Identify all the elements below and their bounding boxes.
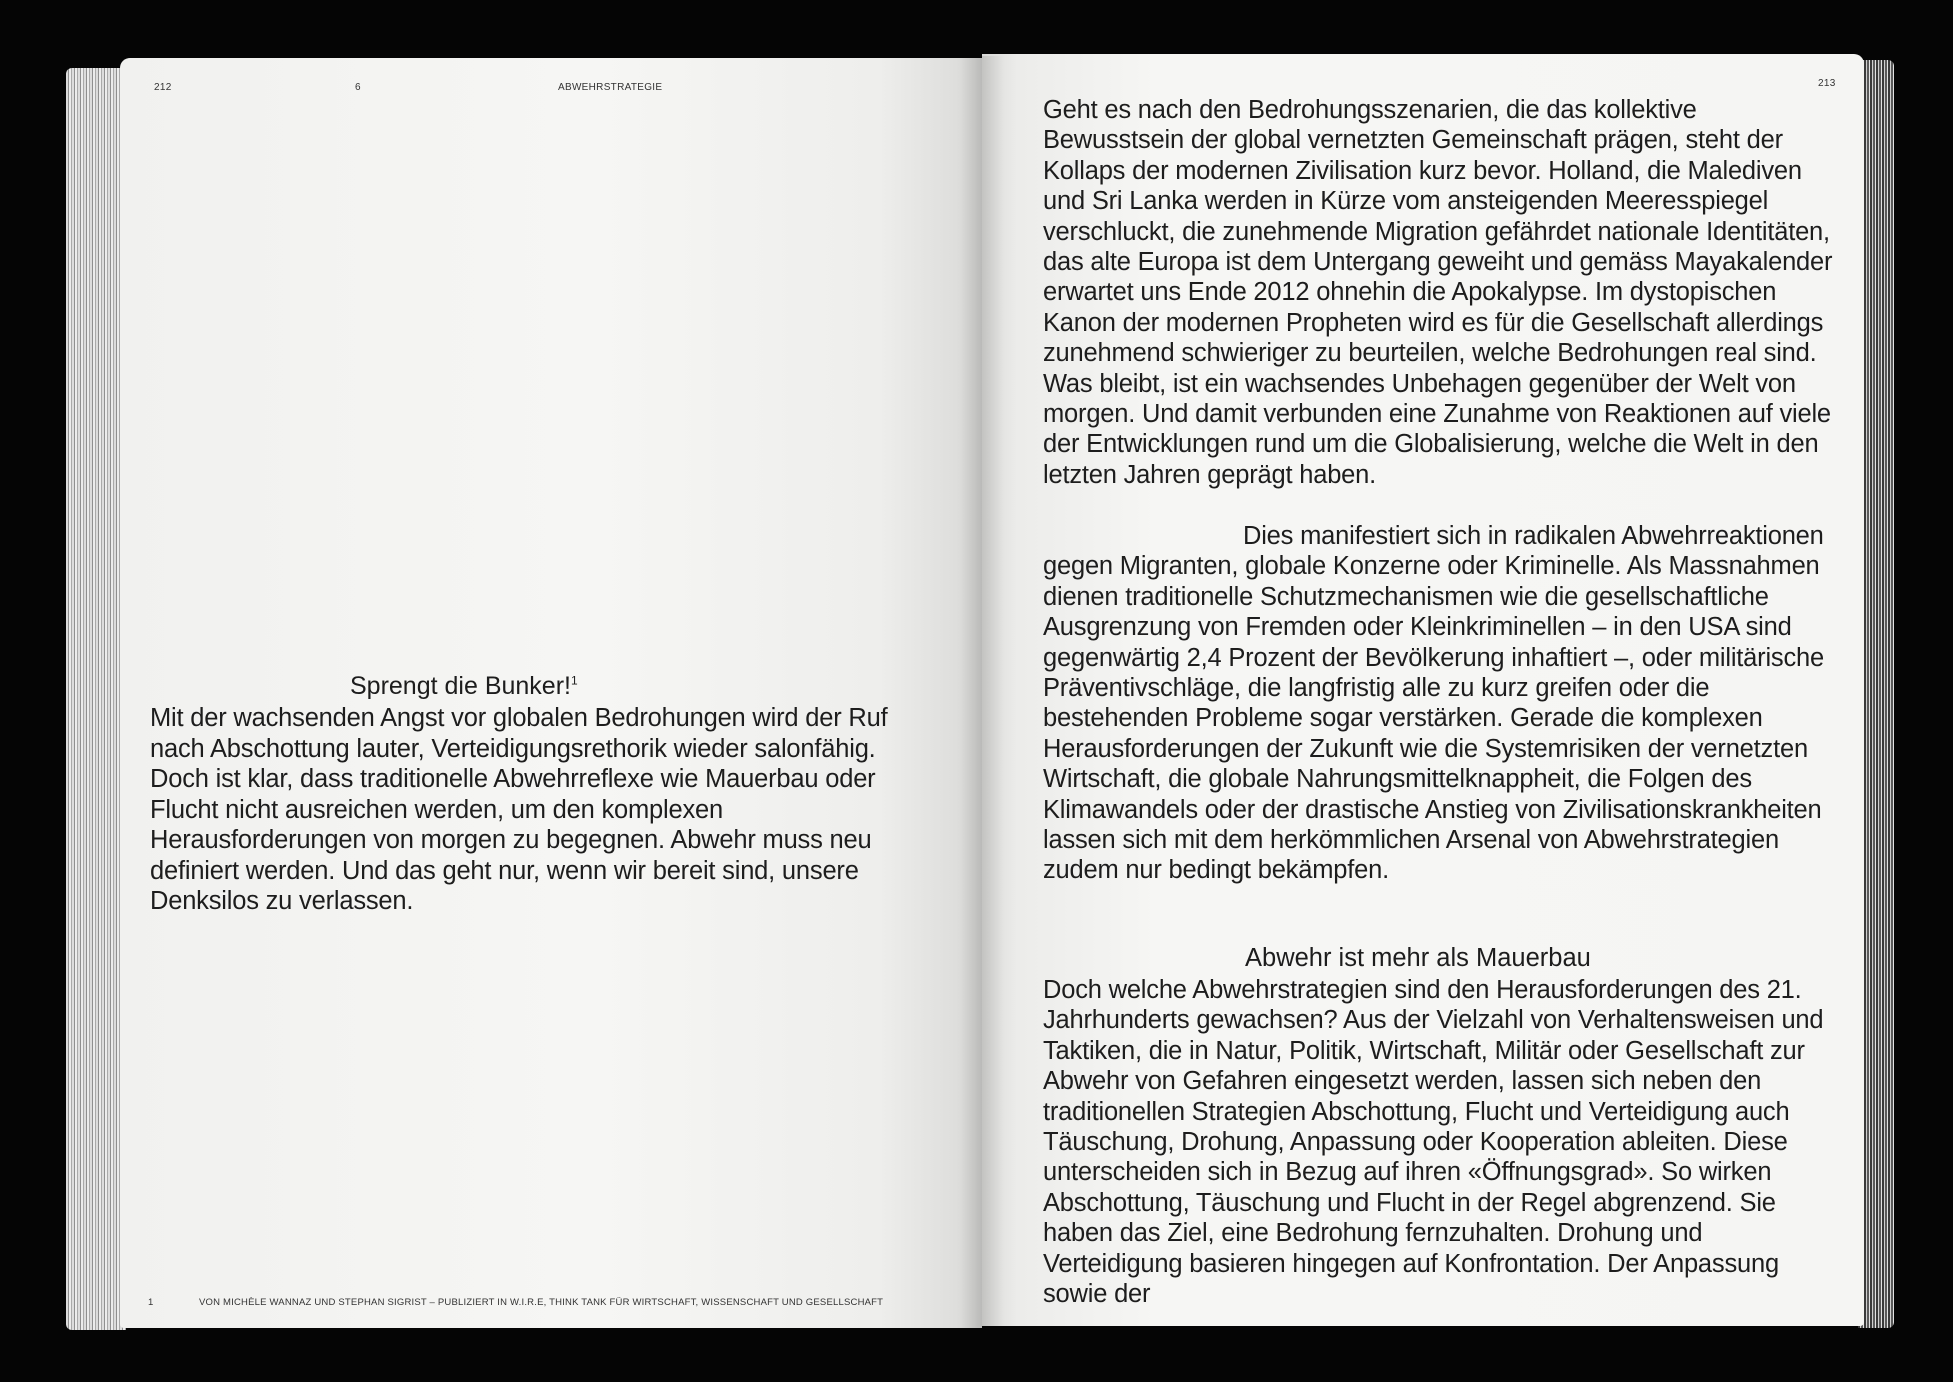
- right-page-number: 213: [1818, 78, 1836, 89]
- right-paragraph-2: Dies manifestiert sich in radikalen Abwehrreaktionen gegen Migranten, globale Konzerne oder Kriminelle. Als Massnahmen dienen traditionelle Schutzmechanismen wie die gesellschaftliche Ausgrenzung von Fremden oder Kleinkriminellen – in den USA sind gegenwärtig 2,4 Prozent der Bevölkerung inhaftiert –, oder militärische Präventivschläge, die langfristig alle zu kurz greifen oder die bestehenden Probleme sogar verstärken. Gerade die komplexen Herausforderungen der Zukunft wie die Systemrisiken der vernetzten Wirtschaft, die globale Nahrungsmittelknappheit, die Folgen des Klimawandels oder der drastische Anstieg von Zivilisationskrankheiten lassen sich mit dem herkömmlichen Arsenal von Abwehrstrategien zudem nur bedingt bekämpfen.: [1043, 522, 1824, 885]
- right-paragraph-1: Geht es nach den Bedrohungsszenarien, die das kollektive Bewusstsein der global vernetzten Gemeinschaft prägen, steht der Kollaps der modernen Zivilisation kurz bevor. Holland, die Malediven und Sri Lanka werden in Kürze vom ansteigenden Meeresspiegel verschluckt, die zunehmende Migration gefährdet nationale Identitäten, das alte Europa ist dem Untergang geweiht und gemäss Mayakalender erwartet uns Ende 2012 ohnehin die Apokalypse. Im dystopischen Kanon der modernen Propheten wird es für die Gesellschaft allerdings zunehmend schwieriger zu beurteilen, welche Bedrohungen real sind. Was bleibt, ist ein wachsendes Unbehagen gegenüber der Welt von morgen. Und damit verbunden eine Zunahme von Reaktionen auf viele der Entwicklungen rund um die Globalisierung, welche die Welt in den letzten Jahren geprägt haben.: [1043, 96, 1833, 489]
- footnote-text: VON MICHÈLE WANNAZ UND STEPHAN SIGRIST – PUBLIZIERT IN W.I.R.E, THINK TANK FÜR WIRTSCHAFT, WISSENSCHAFT UND GESELLSCHAFT: [199, 1297, 884, 1308]
- left-page-edges: [66, 68, 126, 1330]
- footnote-number: 1: [148, 1297, 154, 1308]
- left-page-number: 212: [154, 82, 172, 93]
- left-heading-text: Sprengt die Bunker!: [350, 672, 571, 700]
- right-paragraph-3: Doch welche Abwehrstrategien sind den Herausforderungen des 21. Jahrhunderts gewachsen? Aus der Vielzahl von Verhaltensweisen und Taktiken, die in Natur, Politik, Wirtschaft, Militär oder Gesellschaft zur Abwehr von Gefahren eingesetzt werden, lassen sich neben den traditionellen Strategien Abschottung, Flucht und Verteidigung auch Täuschung, Drohung, Anpassung oder Kooperation ableiten. Diese unterscheiden sich in Bezug auf ihren «Öffnungsgrad». So wirken Abschottung, Täuschung und Flucht in der Regel abgrenzend. Sie haben das Ziel, eine Bedrohung fernzuhalten. Drohung und Verteidigung basieren hingegen auf Konfrontation. Der Anpassung sowie der: [1043, 976, 1824, 1309]
- left-heading: [350, 672, 578, 701]
- footnote-marker: 1: [570, 673, 578, 688]
- right-subheading: Abwehr ist mehr als Mauerbau: [1245, 944, 1591, 972]
- left-chapter-number: 6: [355, 82, 361, 93]
- left-running-head: ABWEHRSTRATEGIE: [558, 82, 663, 93]
- book-gutter: [960, 56, 1004, 1328]
- left-paragraph: Mit der wachsenden Angst vor globalen Bedrohungen wird der Ruf nach Abschottung lauter, Verteidigungsrethorik wieder salonfähig. Doch ist klar, dass traditionelle Abwehrreflexe wie Mauerbau oder Flucht nicht ausreichen werden, um den komplexen Herausforderungen von morgen zu begegnen. Abwehr muss neu definiert werden. Und das geht nur, wenn wir bereit sind, unsere Denksilos zu verlassen.: [150, 704, 888, 915]
